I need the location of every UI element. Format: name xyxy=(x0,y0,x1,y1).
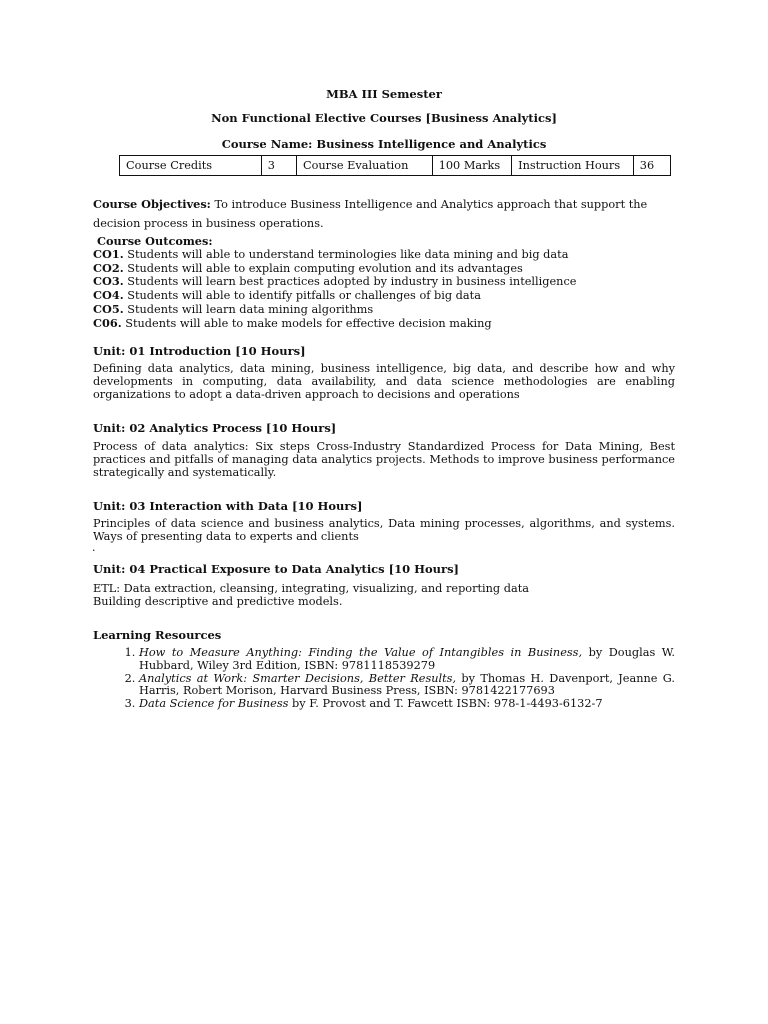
unit-1-title: Unit: 01 Introduction [10 Hours] xyxy=(93,344,306,358)
resource-title: Data Science for Business xyxy=(139,697,289,711)
list-item xyxy=(139,673,675,699)
objectives-text-1: To introduce Business Intelligence and Analytics approach that support the xyxy=(210,198,648,211)
hours-label-cell: Instruction Hours xyxy=(512,156,634,176)
resource-details: by F. Provost and T. Fawcett ISBN: 978-1-4493-6132-7 xyxy=(288,697,603,711)
outcome-item xyxy=(93,289,675,303)
objectives-label: Course Objectives: xyxy=(93,197,211,211)
unit-3-title: Unit: 03 Interaction with Data [10 Hours] xyxy=(93,499,363,513)
unit-2-title: Unit: 02 Analytics Process [10 Hours] xyxy=(93,421,337,435)
evaluation-label-cell: Course Evaluation xyxy=(296,156,432,176)
table-row xyxy=(120,156,671,176)
resource-details: by Douglas W. Hubbard, Wiley 3rd Edition, ISBN: 9781118539279 xyxy=(139,646,675,672)
course-name-heading: Course Name: Business Intelligence and Analytics xyxy=(221,137,547,151)
outcome-text: Students will learn best practices adopted by industry in business intelligence xyxy=(123,275,577,289)
outcome-text: Students will able to explain computing evolution and its advantages xyxy=(123,261,523,275)
outcome-text: Students will learn data mining algorithms xyxy=(123,302,374,316)
list-item xyxy=(139,647,675,673)
objectives-text-2: decision process in business operations. xyxy=(93,217,324,230)
outcome-code: C06. xyxy=(93,315,122,330)
unit-2-body: Process of data analytics: Six steps Cross-Industry Standardized Process for Data Mining, Best practices and pitfalls of managing data analytics projects. Methods to improve business performance strategically and systematically. xyxy=(93,440,675,479)
outcome-item xyxy=(93,262,675,276)
unit-4-title: Unit: 04 Practical Exposure to Data Analytics [10 Hours] xyxy=(93,562,459,576)
unit-4-body xyxy=(93,583,675,609)
unit-4-line-1: ETL: Data extraction, cleansing, integrating, visualizing, and reporting data xyxy=(93,582,529,595)
outcome-item xyxy=(93,275,675,289)
credits-value-cell: 3 xyxy=(261,156,296,176)
outcome-item xyxy=(93,303,675,317)
learning-resources-title: Learning Resources xyxy=(93,628,222,642)
semester-heading: MBA III Semester xyxy=(326,87,442,101)
outcome-code: CO3. xyxy=(93,274,124,289)
resources-ordered-list xyxy=(93,647,675,711)
evaluation-value-cell: 100 Marks xyxy=(432,156,511,176)
outcome-code: CO5. xyxy=(93,301,124,316)
outcome-code: CO1. xyxy=(93,246,124,261)
outcome-code: CO2. xyxy=(93,260,124,275)
outcome-text: Students will able to understand terminologies like data mining and big data xyxy=(123,247,569,261)
outcome-item xyxy=(93,317,675,331)
course-outcomes xyxy=(93,235,675,331)
outcome-item xyxy=(93,248,675,262)
unit-3-trailing-dot: . xyxy=(92,541,96,554)
list-item xyxy=(139,698,675,711)
course-info-table xyxy=(119,155,671,176)
resource-title: How to Measure Anything: Finding the Value of Intangibles in Business, xyxy=(139,646,583,659)
credits-label-cell: Course Credits xyxy=(120,156,262,176)
course-objectives xyxy=(93,195,675,233)
hours-value-cell: 36 xyxy=(633,156,670,176)
outcome-code: CO4. xyxy=(93,288,124,303)
resource-details: by Thomas H. Davenport, Jeanne G. Harris, Robert Morison, Harvard Business Press, ISBN: 9781422177693 xyxy=(139,671,675,698)
outcomes-label: Course Outcomes: xyxy=(97,234,213,248)
unit-4-line-2: Building descriptive and predictive models. xyxy=(93,594,343,608)
unit-1-body: Defining data analytics, data mining, business intelligence, big data, and describe how and why developments in computing, data availability, and data science methodologies are enabling organizations to adopt a data-driven approach to decisions and operations xyxy=(93,362,675,401)
unit-3-body: Principles of data science and business analytics, Data mining processes, algorithms, and systems. Ways of presenting data to experts and clients xyxy=(93,517,675,543)
outcome-text: Students will able to make models for effective decision making xyxy=(121,316,492,330)
learning-resources-list xyxy=(93,647,675,711)
resource-title: Analytics at Work: Smarter Decisions, Better Results, xyxy=(139,671,457,685)
objectives-line-1 xyxy=(93,195,675,214)
outcome-text: Students will able to identify pitfalls or challenges of big data xyxy=(123,289,481,303)
course-group-heading: Non Functional Elective Courses [Business Analytics] xyxy=(211,111,557,125)
